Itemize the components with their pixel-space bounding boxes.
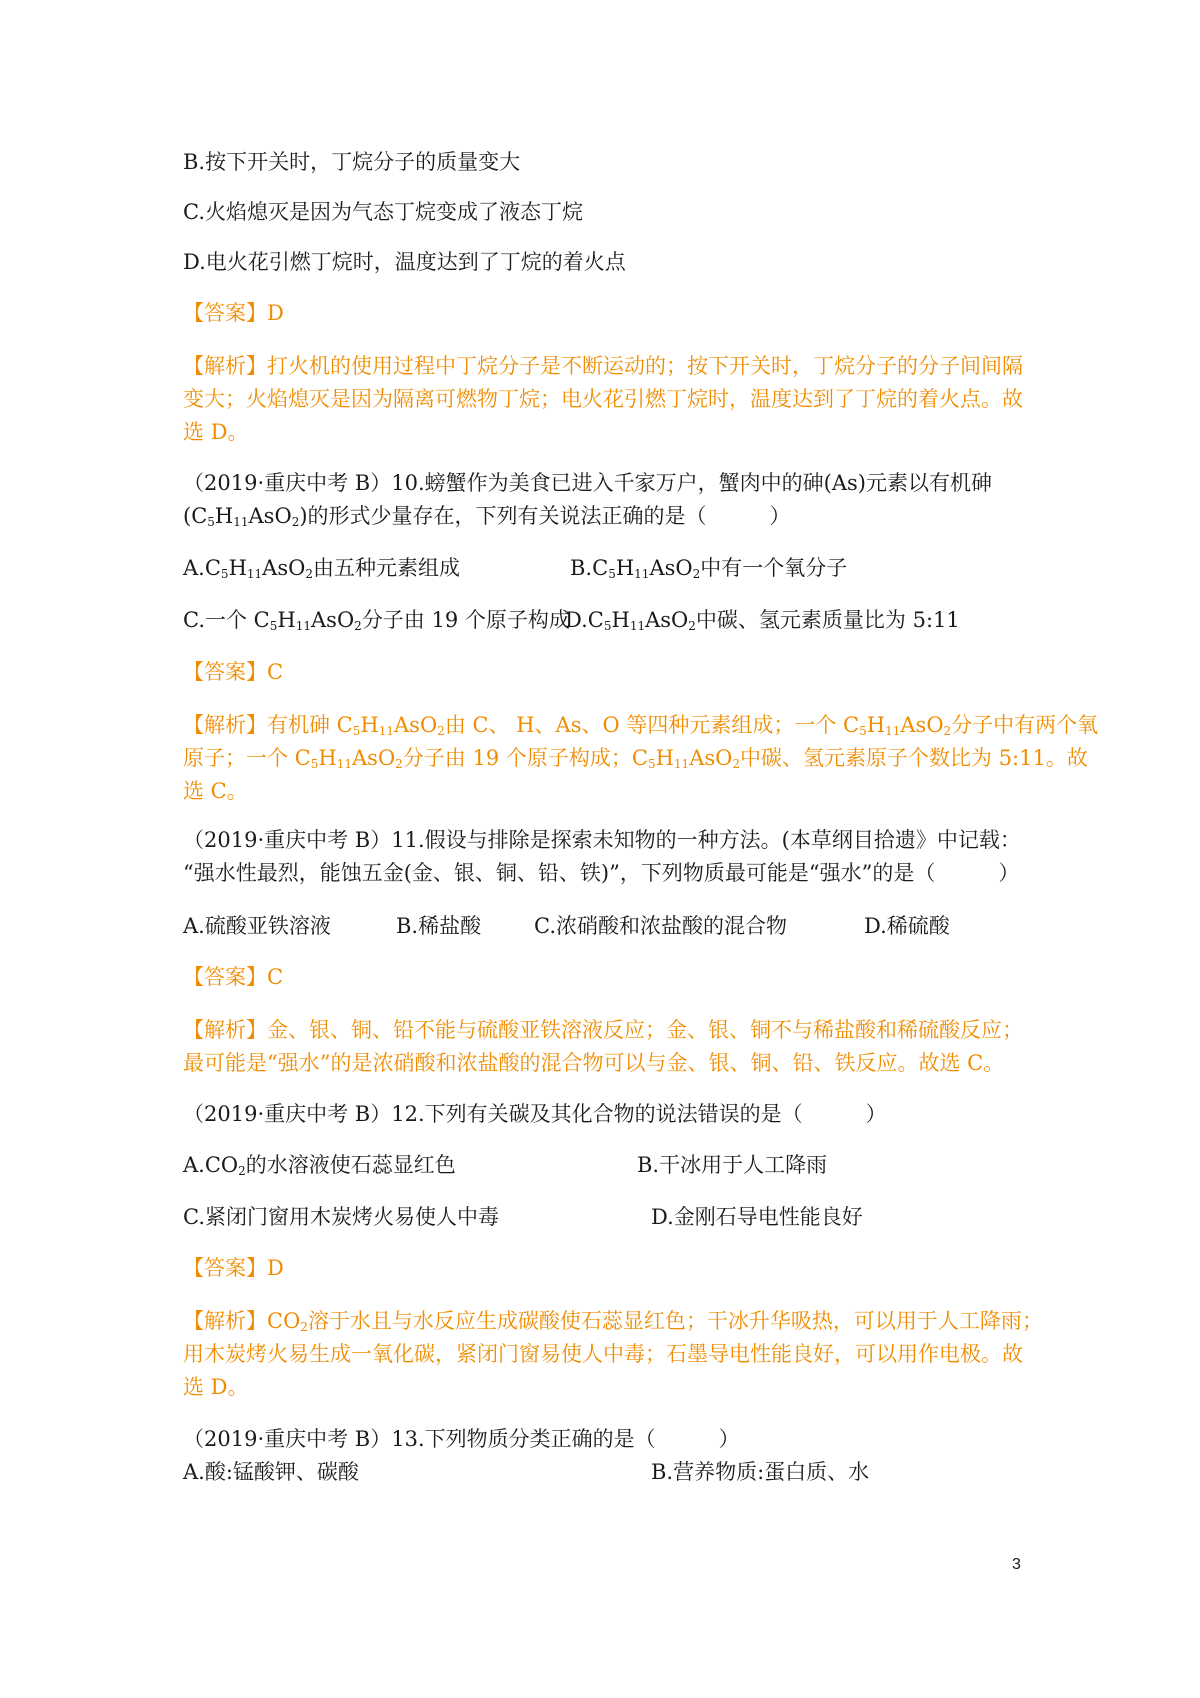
q11-stem-line1: （2019·重庆中考 B）11.假设与排除是探索未知物的一种方法。(本草纲目拾遗》中记载：	[183, 828, 1021, 852]
q11-analysis-line2: 最可能是“强水”的是浓硝酸和浓盐酸的混合物可以与金、银、铜、铅、铁反应。故选 C。	[183, 1051, 1005, 1075]
q9-option-c: C.火焰熄灭是因为气态丁烷变成了液态丁烷	[183, 200, 583, 224]
q12-option-c: C.紧闭门窗用木炭烤火易使人中毒	[183, 1205, 499, 1229]
q10-option-d: $D.C_5H_{11}AsO_2$中碳、氢元素质量比为 5:11	[565, 608, 960, 633]
q9-option-d: D.电火花引燃丁烷时，温度达到了丁烷的着火点	[183, 250, 626, 274]
q10-stem-line1: （2019·重庆中考 B）10.螃蟹作为美食已进入千家万户，蟹肉中的砷(As)元素以有机砷	[183, 471, 992, 495]
q12-analysis-line2: 用木炭烤火易生成一氧化碳，紧闭门窗易使人中毒；石墨导电性能良好，可以用作电极。故	[183, 1342, 1023, 1366]
q13-option-b: B.营养物质:蛋白质、水	[651, 1460, 870, 1484]
q10-analysis-line1: 【解析】有机砷 $C_5H_{11}AsO_2$由 C、 H、As、O 等四种元素组成；一个 $C_5H_{11}AsO_2$分子中有两个氧	[183, 713, 1099, 738]
q11-option-c: C.浓硝酸和浓盐酸的混合物	[534, 914, 787, 938]
q9-analysis-line1: 【解析】打火机的使用过程中丁烷分子是不断运动的；按下开关时，丁烷分子的分子间间隔	[183, 354, 1023, 378]
page-number: 3	[1012, 1556, 1021, 1573]
q9-analysis-line2: 变大；火焰熄灭是因为隔离可燃物丁烷；电火花引燃丁烷时，温度达到了丁烷的着火点。故	[183, 387, 1023, 411]
q9-answer: 【答案】D	[183, 301, 284, 325]
q10-analysis-line2: 原子；一个 $C_5H_{11}AsO_2$分子由 19 个原子构成；$C_5H_{11}AsO_2$中碳、氢元素原子个数比为 5:11。故	[183, 746, 1088, 771]
q11-stem-line2: “强水性最烈，能蚀五金(金、银、铜、铅、铁)”，下列物质最可能是“强水”的是（ ）	[183, 861, 1020, 885]
q12-option-a: $A.CO_2$的水溶液使石蕊显红色	[183, 1153, 456, 1178]
q12-option-b: B.干冰用于人工降雨	[637, 1153, 828, 1177]
q13-stem: （2019·重庆中考 B）13.下列物质分类正确的是（ ）	[183, 1427, 740, 1451]
q12-analysis-line3: 选 D。	[183, 1375, 249, 1399]
q12-stem: （2019·重庆中考 B）12.下列有关碳及其化合物的说法错误的是（ ）	[183, 1102, 887, 1126]
q10-analysis-line3: 选 C。	[183, 779, 248, 803]
q10-stem-line2: $(C_5H_{11}AsO_2)$的形式少量存在，下列有关说法正确的是（ ）	[183, 504, 791, 529]
q13-option-a: A.酸:锰酸钾、碳酸	[183, 1460, 359, 1484]
q11-analysis-line1: 【解析】金、银、铜、铅不能与硫酸亚铁溶液反应；金、银、铜不与稀盐酸和稀硫酸反应；	[183, 1018, 1023, 1042]
q11-answer: 【答案】C	[183, 965, 284, 989]
q11-option-b: B.稀盐酸	[396, 914, 482, 938]
q12-analysis-line1: 【解析】$CO_2$溶于水且与水反应生成碳酸使石蕊显红色；干冰升华吸热，可以用于人工降雨；	[183, 1309, 1043, 1334]
q9-option-b: B.按下开关时，丁烷分子的质量变大	[183, 150, 521, 174]
q10-option-c: C.一个 $C_5H_{11}AsO_2$分子由 19 个原子构成	[183, 608, 570, 633]
q12-option-d: D.金刚石导电性能良好	[651, 1205, 863, 1229]
q11-option-a: A.硫酸亚铁溶液	[183, 914, 331, 938]
q11-option-d: D.稀硫酸	[864, 914, 950, 938]
q9-analysis-line3: 选 D。	[183, 420, 249, 444]
q10-answer: 【答案】C	[183, 660, 284, 684]
q12-answer: 【答案】D	[183, 1256, 284, 1280]
q10-option-a: $A.C_5H_{11}AsO_2$由五种元素组成	[183, 556, 460, 581]
q10-option-b: $B.C_5H_{11}AsO_2$中有一个氧分子	[570, 556, 848, 581]
